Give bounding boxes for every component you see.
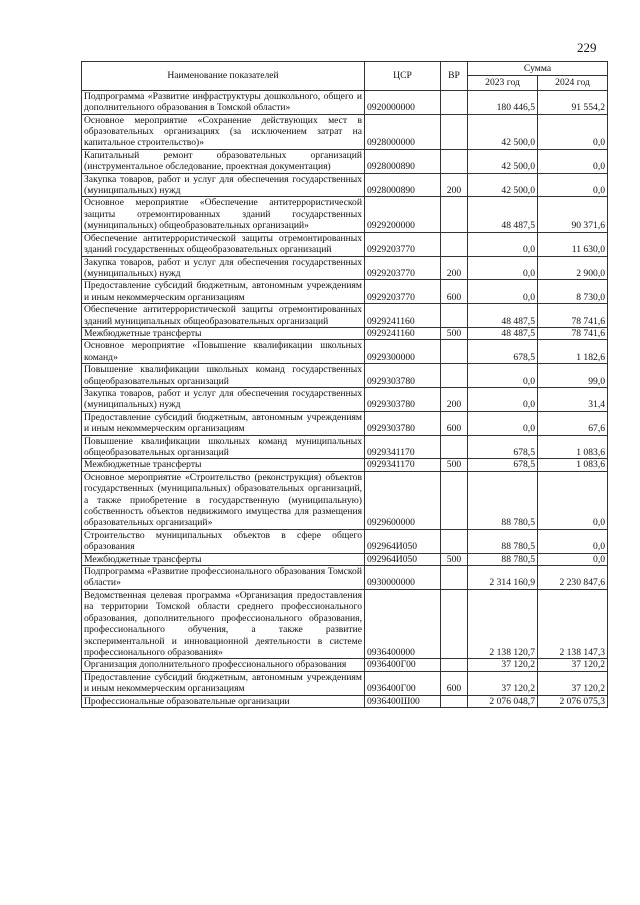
row-csr: 0930000000	[365, 566, 441, 590]
table-body	[82, 90, 608, 707]
row-sum-2023: 0,0	[468, 256, 538, 280]
table-row	[82, 471, 608, 529]
row-sum-2024: 99,0	[538, 364, 608, 388]
row-name: Предоставление субсидий бюджетным, автономным учреждениям и иным некоммерческим организациям	[82, 280, 365, 304]
row-csr: 0928000890	[365, 149, 441, 173]
row-name: Основное мероприятие «Строительство (реконструкция) объектов государственных (муниципальных) образовательных организаций, а также приобретение в государственную (муниципальную) собственность объектов недвижимого имущества для размещения образовательных организаций»	[82, 471, 365, 529]
row-sum-2023: 0,0	[468, 280, 538, 304]
row-csr: 092964И050	[365, 529, 441, 553]
row-vr	[441, 149, 468, 173]
row-vr	[441, 566, 468, 590]
table-row	[82, 589, 608, 658]
row-sum-2023: 0,0	[468, 387, 538, 411]
page-number: 229	[577, 40, 597, 55]
row-csr: 0929303780	[365, 387, 441, 411]
row-name: Межбюджетные трансферты	[82, 327, 365, 339]
row-name: Обеспечение антитеррористической защиты отремонтированных зданий муниципальных общеобразовательных организаций	[82, 304, 365, 328]
row-sum-2024: 37 120,2	[538, 671, 608, 695]
row-vr: 600	[441, 411, 468, 435]
row-name: Организация дополнительного профессионального образования	[82, 659, 365, 671]
header-csr: ЦСР	[365, 62, 441, 91]
row-name: Капитальный ремонт образовательных организаций (инструментальное обследование, проектная документация)	[82, 149, 365, 173]
row-name: Межбюджетные трансферты	[82, 553, 365, 565]
table-row	[82, 173, 608, 197]
header-year-2023: 2023 год	[468, 76, 538, 90]
row-sum-2023: 48 487,5	[468, 327, 538, 339]
row-sum-2023: 678,5	[468, 459, 538, 471]
row-name: Закупка товаров, работ и услуг для обеспечения государственных (муниципальных) нужд	[82, 256, 365, 280]
row-vr: 200	[441, 387, 468, 411]
row-vr	[441, 114, 468, 149]
row-sum-2024: 0,0	[538, 553, 608, 565]
row-csr: 0936400Г00	[365, 671, 441, 695]
row-vr	[441, 529, 468, 553]
row-csr: 0928000000	[365, 114, 441, 149]
table-row	[82, 340, 608, 364]
row-csr: 0920000000	[365, 90, 441, 114]
table-row	[82, 114, 608, 149]
table-row	[82, 529, 608, 553]
row-sum-2024: 37 120,2	[538, 659, 608, 671]
row-csr: 0929203770	[365, 232, 441, 256]
row-vr: 200	[441, 256, 468, 280]
row-sum-2024: 11 630,0	[538, 232, 608, 256]
row-name: Предоставление субсидий бюджетным, автономным учреждениям и иным некоммерческим организациям	[82, 411, 365, 435]
row-sum-2023: 42 500,0	[468, 114, 538, 149]
row-csr: 0929241160	[365, 327, 441, 339]
table-row	[82, 327, 608, 339]
row-name: Повышение квалификации школьных команд муниципальных общеобразовательных организаций	[82, 435, 365, 459]
row-sum-2024: 2 900,0	[538, 256, 608, 280]
row-name: Строительство муниципальных объектов в сфере общего образования	[82, 529, 365, 553]
row-sum-2024: 2 076 075,3	[538, 695, 608, 707]
row-vr	[441, 471, 468, 529]
row-csr: 0929300000	[365, 340, 441, 364]
row-sum-2023: 0,0	[468, 411, 538, 435]
row-sum-2024: 0,0	[538, 114, 608, 149]
table-row	[82, 197, 608, 232]
row-sum-2024: 0,0	[538, 471, 608, 529]
row-sum-2024: 1 083,6	[538, 435, 608, 459]
row-csr: 0929341170	[365, 459, 441, 471]
row-csr: 0936400000	[365, 589, 441, 658]
row-sum-2024: 1 182,6	[538, 340, 608, 364]
row-vr: 500	[441, 459, 468, 471]
row-sum-2024: 8 730,0	[538, 280, 608, 304]
row-sum-2023: 2 314 160,9	[468, 566, 538, 590]
row-name: Повышение квалификации школьных команд государственных общеобразовательных организаций	[82, 364, 365, 388]
row-sum-2024: 1 083,6	[538, 459, 608, 471]
table-header	[82, 62, 608, 91]
row-sum-2024: 78 741,6	[538, 304, 608, 328]
row-sum-2024: 31,4	[538, 387, 608, 411]
row-vr: 500	[441, 553, 468, 565]
row-name: Закупка товаров, работ и услуг для обеспечения государственных (муниципальных) нужд	[82, 387, 365, 411]
row-name: Подпрограмма «Развитие инфраструктуры дошкольного, общего и дополнительного образования в Томской области»	[82, 90, 365, 114]
row-vr	[441, 232, 468, 256]
row-sum-2024: 0,0	[538, 173, 608, 197]
row-csr: 0929303780	[365, 364, 441, 388]
row-csr: 0929200000	[365, 197, 441, 232]
row-csr: 0936400Ш00	[365, 695, 441, 707]
row-csr: 0929341170	[365, 435, 441, 459]
row-csr: 0928000890	[365, 173, 441, 197]
row-sum-2023: 678,5	[468, 340, 538, 364]
row-name: Подпрограмма «Развитие профессионального образования Томской области»	[82, 566, 365, 590]
row-csr: 0929203770	[365, 256, 441, 280]
row-sum-2024: 0,0	[538, 149, 608, 173]
header-name: Наименование показателей	[82, 62, 365, 91]
row-vr	[441, 90, 468, 114]
row-vr: 200	[441, 173, 468, 197]
row-sum-2024: 91 554,2	[538, 90, 608, 114]
row-sum-2024: 2 138 147,3	[538, 589, 608, 658]
row-name: Межбюджетные трансферты	[82, 459, 365, 471]
table-row	[82, 304, 608, 328]
row-vr	[441, 364, 468, 388]
row-vr	[441, 659, 468, 671]
row-csr: 0929241160	[365, 304, 441, 328]
row-name: Основное мероприятие «Обеспечение антитеррористической защиты отремонтированных зданий государственных (муниципальных) общеобразовательных организаций»	[82, 197, 365, 232]
row-vr	[441, 435, 468, 459]
row-csr: 092964И050	[365, 553, 441, 565]
table-row	[82, 387, 608, 411]
table-row	[82, 411, 608, 435]
row-sum-2023: 0,0	[468, 364, 538, 388]
table-row	[82, 695, 608, 707]
table-row	[82, 256, 608, 280]
table-row	[82, 553, 608, 565]
row-name: Закупка товаров, работ и услуг для обеспечения государственных (муниципальных) нужд	[82, 173, 365, 197]
row-name: Обеспечение антитеррористической защиты отремонтированных зданий государственных общеобразовательных организаций	[82, 232, 365, 256]
table-row	[82, 364, 608, 388]
header-vr: ВР	[441, 62, 468, 91]
row-sum-2023: 88 780,5	[468, 529, 538, 553]
row-vr	[441, 197, 468, 232]
row-sum-2023: 180 446,5	[468, 90, 538, 114]
row-csr: 0929600000	[365, 471, 441, 529]
header-year-2024: 2024 год	[538, 76, 608, 90]
row-name: Предоставление субсидий бюджетным, автономным учреждениям и иным некоммерческим организациям	[82, 671, 365, 695]
row-vr	[441, 589, 468, 658]
header-sum: Сумма	[468, 62, 608, 76]
table-row	[82, 149, 608, 173]
row-sum-2024: 0,0	[538, 529, 608, 553]
row-sum-2024: 67,6	[538, 411, 608, 435]
row-vr: 500	[441, 327, 468, 339]
table-row	[82, 459, 608, 471]
row-name: Профессиональные образовательные организации	[82, 695, 365, 707]
row-vr: 600	[441, 671, 468, 695]
row-vr	[441, 304, 468, 328]
row-sum-2023: 88 780,5	[468, 471, 538, 529]
row-sum-2023: 48 487,5	[468, 304, 538, 328]
row-name: Основное мероприятие «Повышение квалификации школьных команд»	[82, 340, 365, 364]
table-row	[82, 280, 608, 304]
table-row	[82, 232, 608, 256]
row-sum-2023: 37 120,2	[468, 659, 538, 671]
table-row	[82, 566, 608, 590]
budget-table	[81, 61, 608, 708]
row-sum-2023: 0,0	[468, 232, 538, 256]
row-sum-2023: 48 487,5	[468, 197, 538, 232]
row-sum-2024: 90 371,6	[538, 197, 608, 232]
row-sum-2023: 2 076 048,7	[468, 695, 538, 707]
table-row	[82, 90, 608, 114]
row-sum-2023: 2 138 120,7	[468, 589, 538, 658]
row-vr	[441, 695, 468, 707]
row-sum-2024: 78 741,6	[538, 327, 608, 339]
row-vr	[441, 340, 468, 364]
row-csr: 0929203770	[365, 280, 441, 304]
row-sum-2023: 37 120,2	[468, 671, 538, 695]
row-vr: 600	[441, 280, 468, 304]
row-sum-2024: 2 230 847,6	[538, 566, 608, 590]
row-sum-2023: 42 500,0	[468, 173, 538, 197]
row-sum-2023: 42 500,0	[468, 149, 538, 173]
row-name: Основное мероприятие «Сохранение действующих мест в образовательных организациях (за исключением затрат на капитальное строительство)»	[82, 114, 365, 149]
table-row	[82, 671, 608, 695]
table-row	[82, 435, 608, 459]
row-name: Ведомственная целевая программа «Организация предоставления на территории Томской области среднего профессионального образования, дополнительного профессионального образования, профессионального обучения, а также развитие экспериментальной и инновационной деятельности в системе профессионального образования»	[82, 589, 365, 658]
table-row	[82, 659, 608, 671]
row-sum-2023: 88 780,5	[468, 553, 538, 565]
row-sum-2023: 678,5	[468, 435, 538, 459]
row-csr: 0936400Г00	[365, 659, 441, 671]
row-csr: 0929303780	[365, 411, 441, 435]
